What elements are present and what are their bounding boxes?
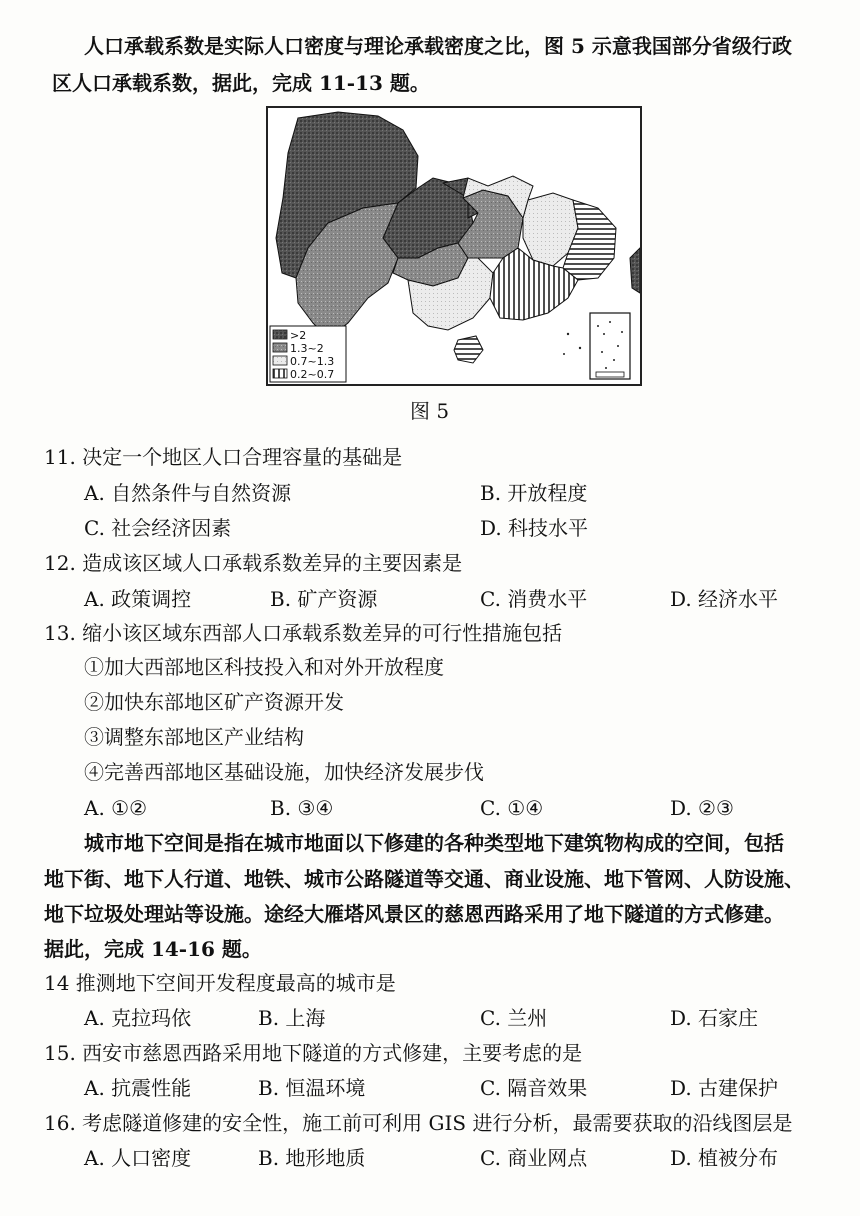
q15-option-a: A. 抗震性能 [84,1076,192,1100]
q14-stem: 14 推测地下空间开发程度最高的城市是 [44,971,396,995]
q16-stem: 16. 考虑隧道修建的安全性，施工前可利用 GIS 进行分析，最需要获取的沿线图层是 [44,1111,793,1135]
q12-option-d: D. 经济水平 [670,587,779,611]
q15-option-c: C. 隔音效果 [480,1076,588,1100]
q16-option-d: D. 植被分布 [670,1146,779,1170]
q16-option-b: B. 地形地质 [258,1146,366,1170]
q13-statement-2: ②加快东部地区矿产资源开发 [84,690,344,714]
legend-label-4: 0.2~0.7 [290,368,335,381]
q14-option-a: A. 克拉玛依 [84,1006,192,1030]
q15-option-b: B. 恒温环境 [258,1076,366,1100]
intro2-line1: 城市地下空间是指在城市地面以下修建的各种类型地下建筑物构成的空间，包括 [84,831,784,855]
intro1-line2: 区人口承载系数，据此，完成 11-13 题。 [52,71,430,95]
inset-scale [596,372,624,377]
legend-label-3: 0.7~1.3 [290,355,335,368]
q12-stem: 12. 造成该区域人口承载系数差异的主要因素是 [44,551,463,575]
q13-statement-3: ③调整东部地区产业结构 [84,725,304,749]
q16-option-a: A. 人口密度 [84,1146,192,1170]
legend-label-1: >2 [290,329,307,342]
q15-option-d: D. 古建保护 [670,1076,779,1100]
q12-option-a: A. 政策调控 [84,587,192,611]
legend-swatch-1 [273,330,287,339]
q11-option-a: A. 自然条件与自然资源 [84,481,292,505]
map-legend [270,326,346,382]
legend-label-2: 1.3~2 [290,342,324,355]
q11-stem: 11. 决定一个地区人口合理容量的基础是 [44,445,403,469]
intro2-line3: 地下垃圾处理站等设施。途经大雁塔风景区的慈恩西路采用了地下隧道的方式修建。 [44,902,784,926]
q13-option-a: A. ①② [84,796,148,820]
q16-option-c: C. 商业网点 [480,1146,588,1170]
legend-swatch-3 [273,356,287,365]
q15-stem: 15. 西安市慈恩西路采用地下隧道的方式修建，主要考虑的是 [44,1041,583,1065]
q13-statement-1: ①加大西部地区科技投入和对外开放程度 [84,655,444,679]
legend-swatch-4 [273,369,287,378]
map-figure [266,106,642,386]
figure-caption: 图 5 [410,399,450,423]
q14-option-c: C. 兰州 [480,1006,548,1030]
q13-stem: 13. 缩小该区域东西部人口承载系数差异的可行性措施包括 [44,621,563,645]
q13-statement-4: ④完善西部地区基础设施，加快经济发展步伐 [84,760,484,784]
q13-option-b: B. ③④ [270,796,334,820]
q13-option-d: D. ②③ [670,796,734,820]
q11-option-b: B. 开放程度 [480,481,588,505]
q11-option-c: C. 社会经济因素 [84,516,232,540]
sea-islands [563,333,581,355]
map-svg [268,108,640,384]
intro1-line1: 人口承载系数是实际人口密度与理论承载密度之比，图 5 示意我国部分省级行政 [84,34,792,58]
region-hainan [454,336,483,363]
q14-option-b: B. 上海 [258,1006,326,1030]
q12-option-b: B. 矿产资源 [270,587,378,611]
q11-option-d: D. 科技水平 [480,516,589,540]
q14-option-d: D. 石家庄 [670,1006,759,1030]
q13-option-c: C. ①④ [480,796,544,820]
region-taiwan [630,248,640,293]
intro2-line4: 据此，完成 14-16 题。 [44,937,262,961]
legend-swatch-2 [273,343,287,352]
q12-option-c: C. 消费水平 [480,587,588,611]
intro2-line2: 地下街、地下人行道、地铁、城市公路隧道等交通、商业设施、地下管网、人防设施、 [44,867,804,891]
